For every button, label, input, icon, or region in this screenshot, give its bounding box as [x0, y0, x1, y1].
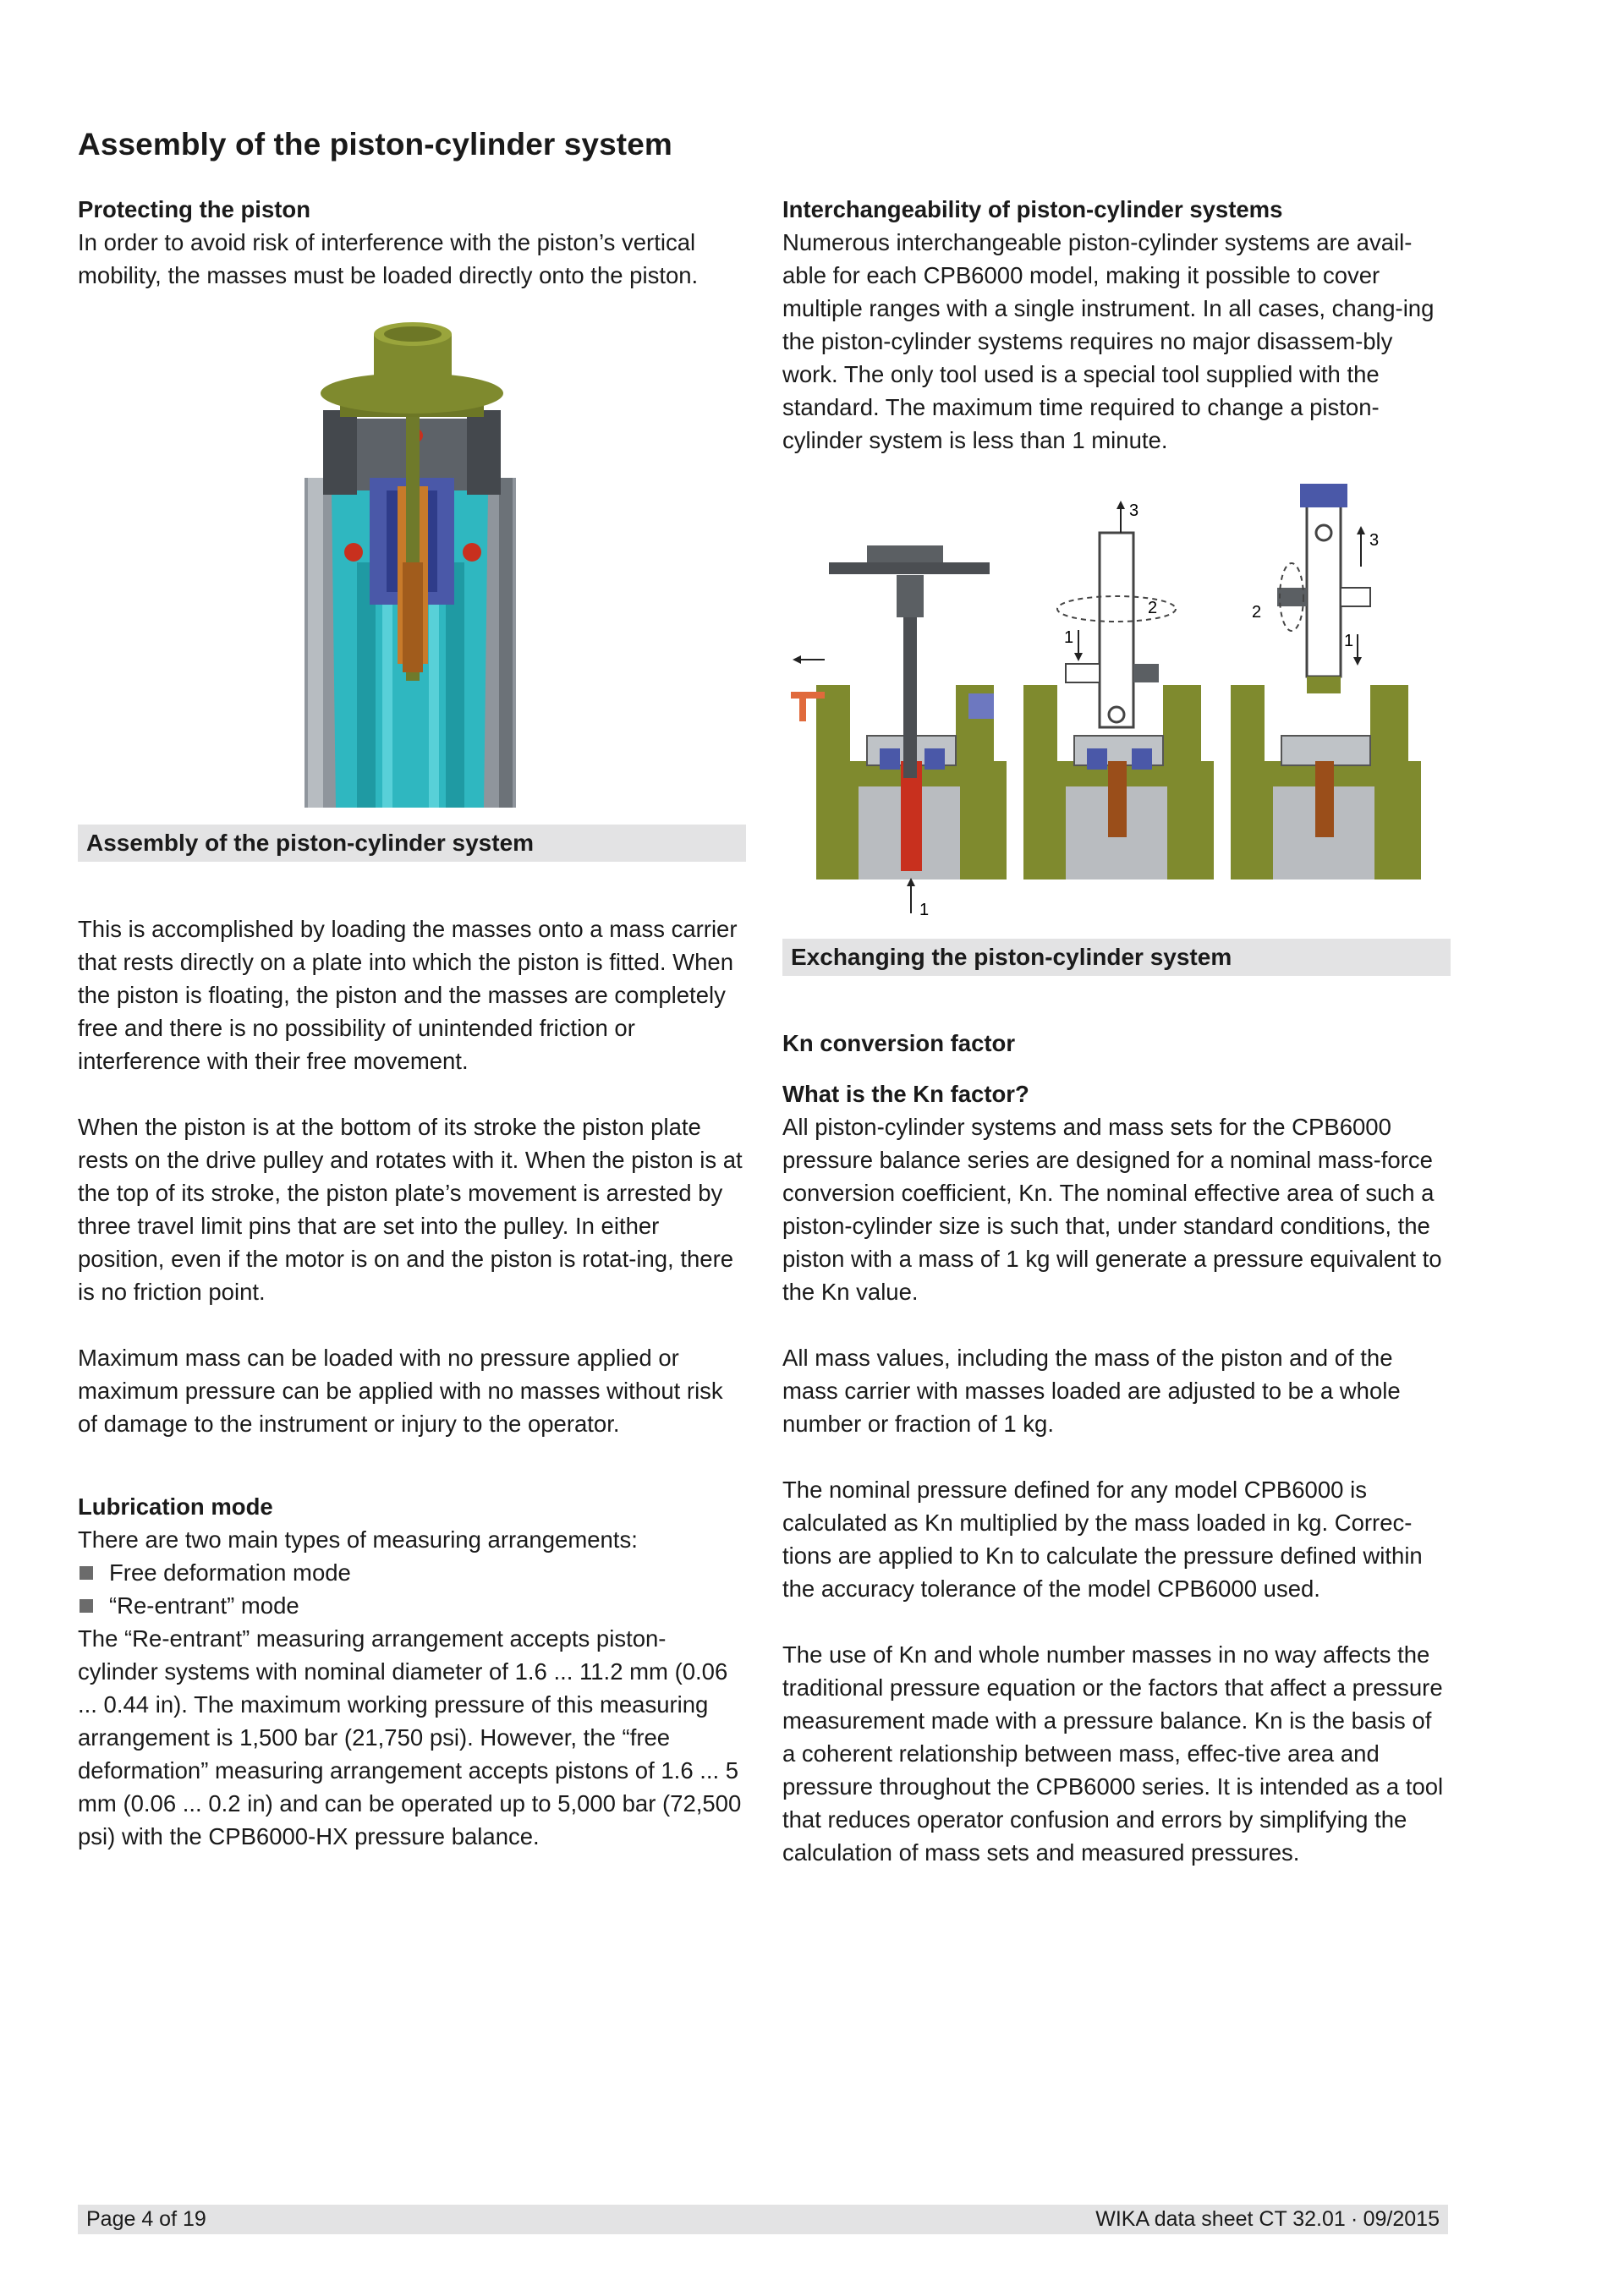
- label-arrow-1: 1: [919, 901, 930, 919]
- exchange-stage-2: [1023, 501, 1214, 879]
- left-para-1: This is accomplished by loading the masses onto a mass carrier that rests directly on a plate into which the piston is fitted. When the piston is floating, the piston and the masses are completely free and there is no possibility of unintended friction or interference with their free movement.: [78, 916, 738, 1074]
- protecting-heading: Protecting the piston: [78, 196, 310, 222]
- page-number: Page 4 of 19: [86, 2207, 206, 2231]
- list-item: Free deformation mode: [78, 1556, 746, 1589]
- lubrication-intro: There are two main types of measuring arrangements:: [78, 1526, 638, 1553]
- kn-para-4: The use of Kn and whole number masses in no way affects the traditional pressure equation or the factors that affect a pressure measurement made with a pressure balance. Kn is the basis of a coherent relationship between mass, effec-tive area and pressure throughout the CPB6000 series. It is intended as a tool that reduces operator confusion and errors by simplifying the calculation of mass sets and measured pressures.: [782, 1641, 1444, 1866]
- left-para-3: Maximum mass can be loaded with no pressure applied or maximum pressure can be applied with no masses without risk of damage to the instrument or injury to the operator.: [78, 1345, 723, 1437]
- datasheet-reference: WIKA data sheet CT 32.01 ∙ 09/2015: [1095, 2207, 1440, 2231]
- left-para-2: When the piston is at the bottom of its stroke the piston plate rests on the drive pulley and rotates with it. When the piston is at the top of its stroke, the piston plate’s movement is arrested by three travel limit pins that are set into the pulley. In either position, even if the motor is on and the piston is rotat-ing, there is no friction point.: [78, 1114, 743, 1305]
- label-arrow-3: 3: [1129, 501, 1139, 520]
- right-figure-caption: Exchanging the piston-cylinder system: [782, 939, 1451, 976]
- kn-heading: Kn conversion factor: [782, 1030, 1016, 1056]
- page-title: Assembly of the piston-cylinder system: [78, 127, 672, 162]
- bullet-square-icon: [80, 1599, 93, 1613]
- left-column: [78, 193, 746, 1853]
- label-arrow-1: 1: [1064, 628, 1074, 647]
- exchange-stage-1: [791, 545, 1007, 919]
- kn-para-2: All mass values, including the mass of the piston and of the mass carrier with masses loaded are adjusted to be a whole number or fraction of 1 kg.: [782, 1345, 1401, 1437]
- protecting-text: In order to avoid risk of interference with the piston’s vertical mobility, the masses must be loaded directly onto the piston.: [78, 229, 699, 288]
- piston-assembly-illustration: [78, 309, 746, 816]
- list-item: “Re-entrant” mode: [78, 1589, 746, 1622]
- label-arrow-3: 3: [1369, 531, 1380, 550]
- label-arrow-2: 2: [1148, 599, 1158, 617]
- interchange-text: Numerous interchangeable piston-cylinder systems are avail-able for each CPB6000 model, making it possible to cover multiple ranges with a single instrument. In all cases, chang-ing the piston-cylinder systems requires no major disassem-bly work. The only tool used is a special tool supplied with the standard. The maximum time required to change a piston-cylinder system is less than 1 minute.: [782, 229, 1435, 453]
- page-footer: [78, 2205, 1448, 2234]
- kn-para-3: The nominal pressure defined for any model CPB6000 is calculated as Kn multiplied by the mass loaded in kg. Correc-tions are applied to Kn to calculate the pressure defined within the accuracy tolerance of the model CPB6000 used.: [782, 1477, 1423, 1602]
- lubrication-mode-list: [78, 1556, 746, 1622]
- exchange-stage-3: [1231, 484, 1421, 879]
- label-arrow-2: 2: [1252, 603, 1262, 622]
- lubrication-heading: Lubrication mode: [78, 1493, 273, 1520]
- kn-question: What is the Kn factor?: [782, 1081, 1029, 1107]
- right-column: [782, 193, 1451, 1869]
- bullet-square-icon: [80, 1566, 93, 1580]
- interchange-heading: Interchangeability of piston-cylinder systems: [782, 196, 1283, 222]
- lubrication-text: The “Re-entrant” measuring arrangement accepts piston-cylinder systems with nominal diameter of 1.6 ... 11.2 mm (0.06 ... 0.44 in). The maximum working pressure of this measuring arrangement is 1,500 bar (21,750 psi). However, the “free deformation” measuring arrangement accepts pistons of 1.6 ... 5 mm (0.06 ... 0.2 in) and can be operated up to 5,000 bar (72,500 psi) with the CPB6000-HX pressure balance.: [78, 1625, 742, 1849]
- left-figure-caption: Assembly of the piston-cylinder system: [78, 825, 746, 862]
- label-arrow-1: 1: [1344, 632, 1354, 650]
- kn-para-1: All piston-cylinder systems and mass sets for the CPB6000 pressure balance series are designed for a nominal mass-force conversion coefficient, Kn. The nominal effective area of such a piston-cylinder size is such that, under standard conditions, the piston with a mass of 1 kg will generate a pressure equivalent to the Kn value.: [782, 1114, 1442, 1305]
- exchange-illustration: [782, 482, 1451, 939]
